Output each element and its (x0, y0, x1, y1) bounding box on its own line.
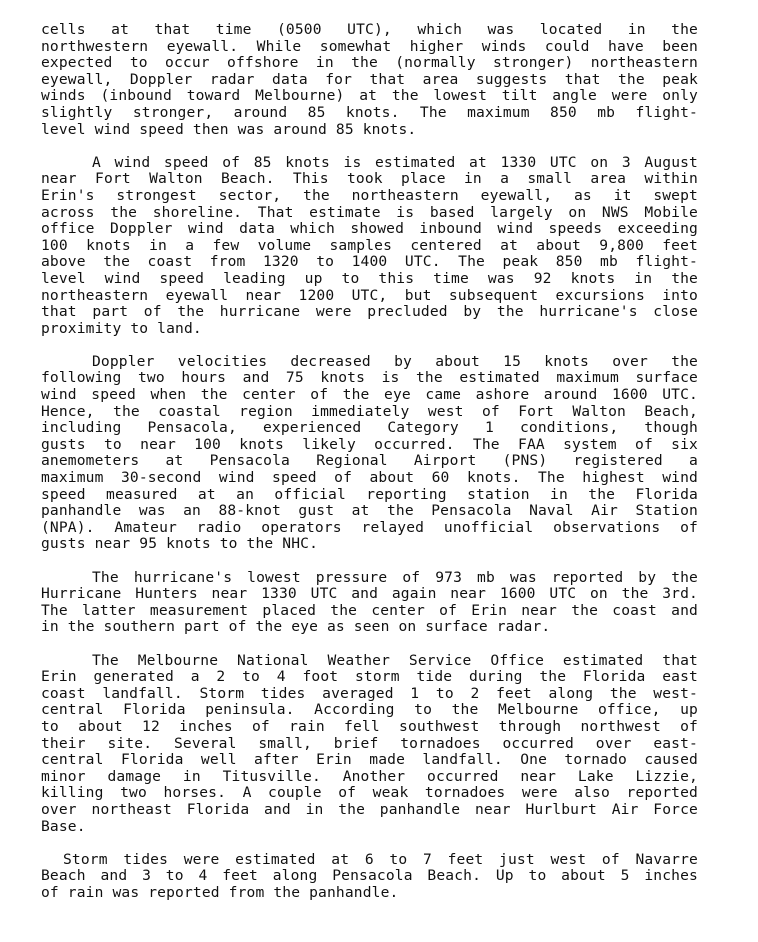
text-line: above the coast from 1320 to 1400 UTC. The peak 850 mb flight- (41, 253, 698, 271)
text-line: wind speed when the center of the eye came ashore around 1600 UTC. (41, 386, 698, 404)
paragraph-4 (41, 653, 698, 836)
text-line: winds (inbound toward Melbourne) at the lowest tilt angle were only (41, 87, 698, 105)
text-line: Erin's strongest sector, the northeastern eyewall, as it swept (41, 186, 698, 204)
text-line: proximity to land. (41, 319, 202, 337)
text-line: cells at that time (0500 UTC), which was located in the (41, 21, 698, 38)
paragraph-0 (41, 22, 698, 138)
text-line: The latter measurement placed the center of Erin near the coast and (41, 601, 698, 619)
text-line: killing two horses. A couple of weak tornadoes were also reported (41, 784, 698, 802)
text-line: across the shoreline. That estimate is based largely on NWS Mobile (41, 203, 698, 221)
text-line: Hence, the coastal region immediately west of Fort Walton Beach, (41, 402, 698, 420)
text-line: over northeast Florida and in the panhandle near Hurlburt Air Force (41, 800, 698, 818)
text-line: office Doppler wind data which showed inbound wind speeds exceeding (41, 220, 698, 238)
text-line: near Fort Walton Beach. This took place in a small area within (41, 170, 698, 188)
text-line: Base. (41, 817, 86, 835)
paragraph-5 (41, 852, 698, 902)
text-line: The hurricane's lowest pressure of 973 mb was reported by the (92, 568, 698, 586)
text-line: in the southern part of the eye as seen on surface radar. (41, 618, 551, 636)
text-line: central Florida peninsula. According to the Melbourne office, up (41, 701, 698, 719)
text-line: 100 knots in a few volume samples centered at about 9,800 feet (41, 236, 698, 254)
text-line: coast landfall. Storm tides averaged 1 to 2 feet along the west- (41, 684, 698, 702)
text-line: including Pensacola, experienced Category 1 conditions, though (41, 419, 698, 437)
text-line: level wind speed leading up to this time was 92 knots in the (41, 269, 698, 287)
text-line: anemometers at Pensacola Regional Airport (PNS) registered a (41, 452, 698, 470)
text-line: Hurricane Hunters near 1330 UTC and again near 1600 UTC on the 3rd. (41, 585, 698, 603)
text-line: level wind speed then was around 85 knots. (41, 120, 417, 138)
text-line: Storm tides were estimated at 6 to 7 feet just west of Navarre (63, 850, 698, 868)
text-line: Doppler velocities decreased by about 15 knots over the (92, 352, 698, 370)
text-line: A wind speed of 85 knots is estimated at 1330 UTC on 3 August (92, 153, 698, 171)
paragraph-3 (41, 570, 698, 636)
text-line: northeastern eyewall near 1200 UTC, but subsequent excursions into (41, 286, 698, 304)
text-line: following two hours and 75 knots is the estimated maximum surface (41, 369, 698, 387)
document-page (41, 22, 698, 918)
text-line: expected to occur offshore in the (normally stronger) northeastern (41, 54, 698, 72)
text-line: (NPA). Amateur radio operators relayed unofficial observations of (41, 518, 698, 536)
text-line: speed measured at an official reporting station in the Florida (41, 485, 698, 503)
text-line: of rain was reported from the panhandle. (41, 883, 399, 901)
text-line: gusts near 95 knots to the NHC. (41, 535, 319, 553)
text-line: slightly stronger, around 85 knots. The maximum 850 mb flight- (41, 103, 698, 121)
paragraph-1 (41, 155, 698, 338)
text-line: their site. Several small, brief tornadoes occurred over east- (41, 734, 698, 752)
text-line: Beach and 3 to 4 feet along Pensacola Beach. Up to about 5 inches (41, 867, 698, 885)
text-line: maximum 30-second wind speed of about 60 knots. The highest wind (41, 469, 698, 487)
paragraph-2 (41, 354, 698, 553)
text-line: gusts to near 100 knots likely occurred. The FAA system of six (41, 435, 698, 453)
text-line: eyewall, Doppler radar data for that area suggests that the peak (41, 70, 698, 88)
text-line: that part of the hurricane were precluded by the hurricane's close (41, 303, 698, 321)
text-line: to about 12 inches of rain fell southwest through northwest of (41, 717, 698, 735)
text-line: The Melbourne National Weather Service Office estimated that (92, 651, 698, 669)
text-line: northwestern eyewall. While somewhat higher winds could have been (41, 37, 698, 55)
text-line: panhandle was an 88-knot gust at the Pensacola Naval Air Station (41, 502, 698, 520)
text-line: minor damage in Titusville. Another occurred near Lake Lizzie, (41, 767, 698, 785)
text-line: central Florida well after Erin made landfall. One tornado caused (41, 751, 698, 769)
text-line: Erin generated a 2 to 4 foot storm tide during the Florida east (41, 668, 698, 686)
